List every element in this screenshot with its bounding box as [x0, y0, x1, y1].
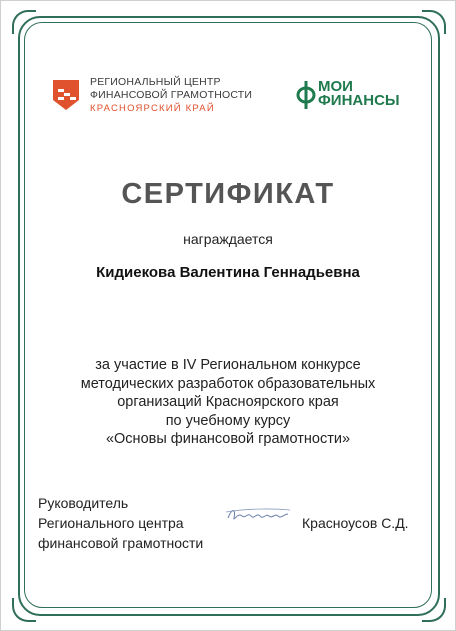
role-line: финансовой грамотности — [38, 535, 204, 551]
certificate-subtitle: награждается — [183, 231, 273, 247]
logo-right-line2: ФИНАНСЫ — [318, 92, 400, 109]
certificate-title: СЕРТИФИКАТ — [121, 178, 335, 210]
regional-center-logo-icon — [50, 78, 82, 112]
handwritten-signature — [224, 504, 292, 526]
role-line: Регионального центра — [38, 515, 184, 531]
certificate-body — [40, 356, 416, 449]
role-line: Руководитель — [38, 495, 129, 511]
body-line: за участие в IV Региональном конкурсе — [95, 357, 361, 373]
body-line: по учебному курсу — [165, 412, 291, 429]
logo-right-line1: МОИ — [318, 78, 353, 95]
regional-center-logo-text — [90, 76, 290, 115]
logo-left-line1: РЕГИОНАЛЬНЫЙ ЦЕНТР — [90, 76, 221, 88]
regional-center-logo — [50, 76, 260, 120]
body-line: методических разработок образовательных — [80, 375, 376, 392]
logo-left-line3: КРАСНОЯРСКИЙ КРАЙ — [90, 103, 215, 114]
moi-finansy-logo — [296, 80, 426, 114]
logo-left-line2: ФИНАНСОВОЙ ГРАМОТНОСТИ — [90, 89, 253, 101]
moi-finansy-logo-text — [318, 80, 400, 108]
recipient-name: Кидиекова Валентина Геннадьевна — [96, 264, 360, 281]
body-line: организаций Красноярского края — [117, 394, 339, 410]
signatory-name: Красноусов С.Д. — [302, 515, 409, 531]
signatory-role — [38, 493, 203, 553]
body-line: «Основы финансовой грамотности» — [105, 431, 351, 447]
moi-finansy-logo-icon — [296, 80, 316, 110]
